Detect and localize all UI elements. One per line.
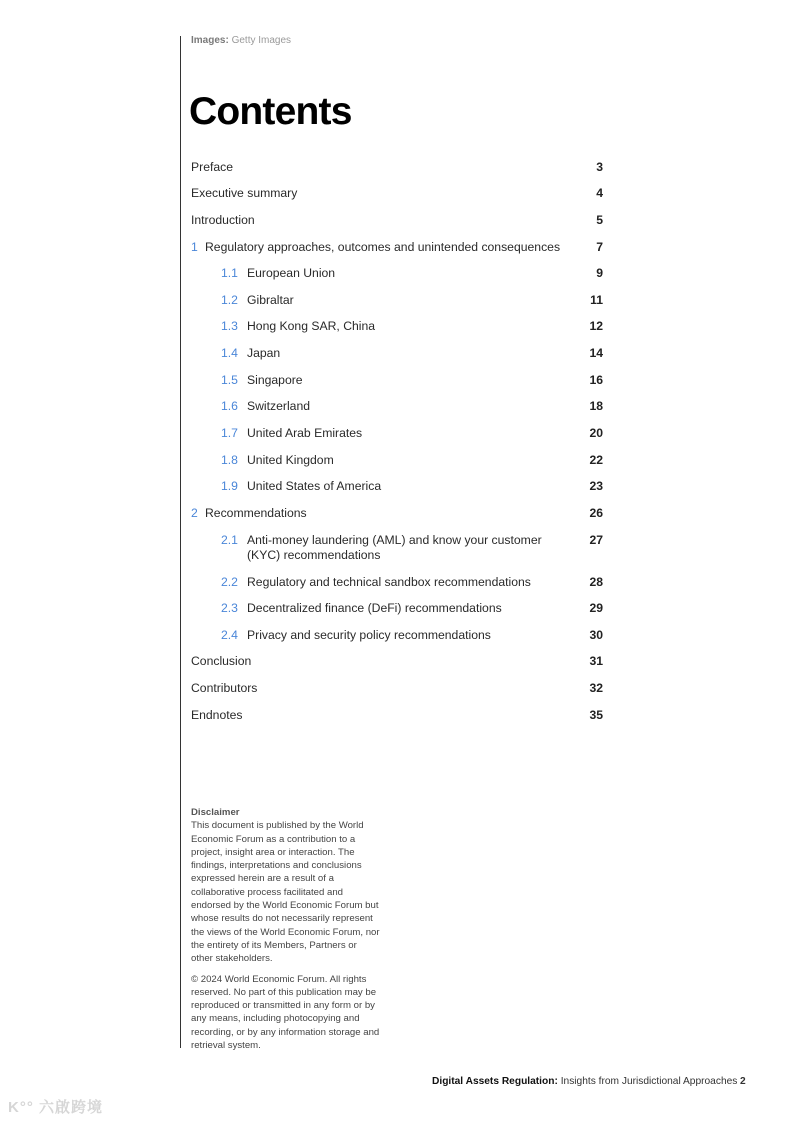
- toc-entry-number: 2.4: [221, 628, 238, 642]
- toc-entry-number: 1.6: [221, 399, 238, 413]
- toc-entry-page: 31: [589, 654, 603, 668]
- toc-entry-number: 2: [191, 506, 198, 520]
- toc-entry-page: 11: [590, 293, 603, 307]
- toc-entry-label: Executive summary: [191, 186, 298, 200]
- toc-entry-label: Introduction: [191, 213, 255, 227]
- disclaimer-heading: Disclaimer: [191, 807, 240, 818]
- toc-entry-label: Japan: [247, 346, 281, 360]
- copyright-notice: © 2024 World Economic Forum. All rights reserved. No part of this publication may be reproduced or transmitted in any form or by any means, including photocopying and recording, or by any information storage and retrieval system.: [191, 973, 380, 1052]
- toc-entry-page: 20: [589, 426, 603, 440]
- page-number: 2: [740, 1076, 746, 1087]
- page-footer: [432, 1076, 746, 1087]
- toc-entry-number: 1.9: [221, 479, 238, 493]
- toc-entry-page: 29: [589, 601, 603, 615]
- toc-entry-number: 1.8: [221, 453, 238, 467]
- toc-entry-label: Regulatory approaches, outcomes and unintended consequences: [205, 240, 561, 254]
- toc-entry-page: 23: [589, 479, 603, 493]
- toc-entry-number: 2.2: [221, 575, 238, 589]
- toc-entry-number: 1.7: [221, 426, 238, 440]
- disclaimer-body: This document is published by the World Economic Forum as a contribution to a project, insight area or interaction. The findings, interpretations and conclusions expressed herein are a result of a collaborative process facilitated and endorsed by the World Economic Forum but whose results do not necessarily represent the views of the World Economic Forum, nor the entirety of its Members, Partners or other stakeholders.: [191, 820, 380, 965]
- toc-entry-label: Regulatory and technical sandbox recommendations: [247, 575, 531, 589]
- toc-entry-number: 1.5: [221, 373, 238, 387]
- toc-entry-number: 1: [191, 240, 198, 254]
- toc-entry-page: 16: [589, 373, 603, 387]
- toc-entry-label: Conclusion: [191, 654, 252, 668]
- disclaimer: [191, 806, 381, 1052]
- toc-entry-label: Singapore: [247, 373, 303, 387]
- toc-entry-number: 2.3: [221, 601, 238, 615]
- toc-entry-label: Anti-money laundering (AML) and know your customer (KYC) recommendations: [247, 533, 542, 562]
- toc-entry-label: Contributors: [191, 681, 258, 695]
- toc-entry-page: 35: [589, 708, 603, 722]
- toc-entry-page: 9: [596, 266, 603, 280]
- toc-entry-label: Switzerland: [247, 399, 310, 413]
- toc-entry-page: 14: [589, 346, 603, 360]
- toc-entry-page: 12: [589, 319, 603, 333]
- margin-rule: [180, 36, 181, 1048]
- toc-entry-page: 7: [596, 240, 603, 254]
- toc-entry-page: 32: [589, 681, 603, 695]
- toc-entry-page: 4: [596, 186, 603, 200]
- toc-entry-number: 1.4: [221, 346, 238, 360]
- toc-entry-label: United Kingdom: [247, 453, 334, 467]
- toc-entry-label: Endnotes: [191, 708, 243, 722]
- toc-entry-page: 26: [589, 506, 603, 520]
- toc-entry-page: 22: [589, 453, 603, 467]
- toc-entry-number: 1.1: [221, 266, 238, 280]
- toc-entry-number: 1.3: [221, 319, 238, 333]
- toc-entry-label: United States of America: [247, 479, 382, 493]
- toc-entry-label: Preface: [191, 160, 234, 174]
- toc-entry-label: Decentralized finance (DeFi) recommendations: [247, 601, 502, 615]
- toc-entry-number: 2.1: [221, 533, 238, 547]
- page-title: Contents: [189, 90, 352, 133]
- toc-entry-label: Gibraltar: [247, 293, 294, 307]
- footer-title: Digital Assets Regulation:: [432, 1076, 558, 1087]
- toc-entry-label: European Union: [247, 266, 336, 280]
- toc-entry-number: 1.2: [221, 293, 238, 307]
- toc-entry-label: Privacy and security policy recommendations: [247, 628, 491, 642]
- footer-subtitle: Insights from Jurisdictional Approaches: [560, 1076, 738, 1087]
- credit-label: Images:: [191, 35, 229, 46]
- toc-entry-page: 18: [589, 399, 603, 413]
- image-credit: [191, 35, 291, 46]
- toc-entry-label: United Arab Emirates: [247, 426, 363, 440]
- toc-entry-page: 30: [589, 628, 603, 642]
- toc-entry-label: Hong Kong SAR, China: [247, 319, 376, 333]
- toc-entry-page: 5: [596, 213, 603, 227]
- watermark: K°° 六啟跨境: [8, 1099, 103, 1116]
- toc-entry-page: 3: [596, 160, 603, 174]
- toc-entry-label: Recommendations: [205, 506, 307, 520]
- toc-entry-page: 28: [589, 575, 603, 589]
- toc-entry-page: 27: [589, 533, 603, 547]
- credit-source: Getty Images: [231, 35, 292, 46]
